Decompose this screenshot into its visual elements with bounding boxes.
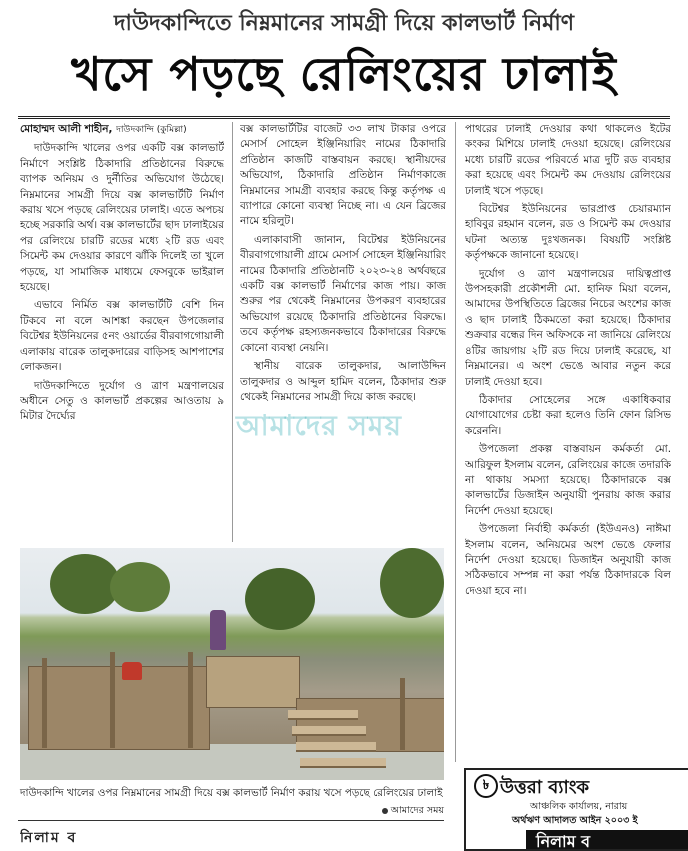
article-column-2	[240, 122, 446, 542]
post	[110, 652, 115, 748]
tree-shape	[245, 568, 315, 630]
stair-step	[292, 726, 366, 736]
byline-location: দাউদকান্দি (কুমিল্লা)	[116, 125, 187, 135]
person-figure	[210, 610, 226, 650]
photo-credit	[350, 804, 444, 819]
bank-logo-icon: ৳	[474, 774, 498, 798]
paragraph: ঠিকাদার সোহেলের সঙ্গে একাধিকবার যোগাযোগের চেষ্টা করা হলেও তিনি ফোন রিসিভ করেননি।	[465, 393, 671, 437]
post	[400, 678, 405, 750]
culvert-deck	[206, 656, 300, 708]
paragraph: বক্স কালভার্টটির বাজেট ৩৩ লাখ টাকার ওপরে মেসার্স সোহেল ইঞ্জিনিয়ারিং নামের ঠিকাদারি প্রতিষ্ঠান কাজটি বাস্তবায়ন করছে। স্থানীয়দের অভিযোগ, ঠিকাদারি প্রতিষ্ঠান নির্মাণকাজে নিম্নমানের সামগ্রী ব্যবহার করছে কিন্তু কর্তৃপক্ষ এ ব্যাপারে কোনো ব্যবস্থা নিচ্ছে না। এ যেন ব্রিজের নামে হরিলুট।	[240, 123, 446, 228]
formwork-left	[28, 666, 210, 750]
bullet-icon	[382, 808, 388, 814]
byline-author: মোহাম্মদ আলী শাহীন,	[20, 123, 113, 135]
column-divider	[232, 122, 233, 542]
article-column-3	[465, 122, 671, 762]
headline-kicker: দাউদকান্দিতে নিম্নমানের সামগ্রী দিয়ে কালভার্ট নির্মাণ	[113, 11, 575, 36]
paragraph: দুর্যোগ ও ত্রাণ মন্ত্রণালয়ের দায়িত্বপ্রাপ্ত উপসহকারী প্রকৌশলী মো. হানিফ মিয়া বলেন, আমাদের উপস্থিতিতে ব্রিজের নিচের অংশের কাজ ও ছাদ ঢালাই ঠিকমতো করা হয়েছে। ঠিকাদার শুক্রবার বন্ধের দিন অফিসকে না জানিয়ে রেলিংয়ে ৪টির জায়গায় ২টি রড দিয়ে ঢালাই করেছে, যা নিম্নমানের। এ অংশ ভেঙে আবার নতুন করে ঢালাই দেওয়া হবে।	[465, 267, 671, 388]
article-column-1	[20, 122, 224, 542]
bottom-rule	[18, 820, 444, 821]
paragraph: স্থানীয় বারেক তালুকদার, আলাউদ্দিন তালুকদার ও আব্দুল হামিদ বলেন, ঠিকাদার শুরু থেকেই নিম্নমানের সামগ্রী দিয়ে কাজ করছে।	[240, 360, 446, 403]
site-watermark: আমাদের সময়	[236, 409, 402, 442]
paragraph: এভাবে নির্মিত বক্স কালভার্টটি বেশি দিন টিকবে না বলে আশঙ্কা করছেন উপজেলার বিটেশ্বর ইউনিয়নের ৫নং ওয়ার্ডের বীরবাগগোয়ালী এলাকায় বারেক তালুকদারের বাড়িসহ আশপাশের লোকজন।	[20, 299, 224, 374]
tree-shape	[380, 548, 444, 618]
post	[188, 652, 193, 748]
ad-subtitle: আঞ্চলিক কার্যালয়, নারায়	[530, 801, 628, 812]
post	[42, 658, 47, 748]
paragraph: উপজেলা প্রকল্প বাস্তবায়ন কর্মকর্তা মো. আরিফুল ইসলাম বলেন, রেলিংয়ের কাজে তদারকি না থাকায় সমস্যা হয়েছে। ঠিকাদারকে বক্স কালভার্টের ডিজাইন অনুযায়ী পুনরায় কাজ করার নির্দেশ দেওয়া হয়েছে।	[465, 443, 671, 517]
stair-step	[296, 742, 376, 752]
next-story-strip: নিলাম ব	[20, 830, 78, 846]
ad-line-2: অর্থঋণ আদালত আইন ২০০৩ ই	[512, 815, 638, 826]
photo-credit-text: আমাদের সময়	[390, 805, 444, 816]
photo-caption: দাউদকান্দি খালের ওপর নিম্নমানের সামগ্রী দিয়ে বক্স কালভার্ট নির্মাণ করায় খসে পড়ছে রেলিংয়ের ঢালাই	[20, 787, 443, 799]
column-divider	[455, 122, 456, 762]
stair-step	[288, 710, 358, 720]
stair-step	[300, 758, 386, 768]
paragraph: বিটেশ্বর ইউনিয়নের ভারপ্রাপ্ত চেয়ারম্যান হাবিবুর রহমান বলেন, রড ও সিমেন্ট কম দেওয়ার ঘটনা অত্যন্ত দুঃখজনক। বিষয়টি সংশ্লিষ্ট কর্তৃপক্ষকে জানানো হয়েছে।	[465, 203, 671, 262]
paragraph: দাউদকান্দিতে দুর্যোগ ও ত্রাণ মন্ত্রণালয়ের অধীনে সেতু ও কালভার্ট প্রকল্পের আওতায় ৯ মিটার দৈর্ঘ্যের	[20, 379, 224, 423]
bank-advertisement	[464, 768, 688, 851]
header-rule	[18, 116, 670, 119]
paragraph: পাথরের ঢালাই দেওয়ার কথা থাকলেও ইটের কংকর মিশিয়ে ঢালাই দেওয়া হয়েছে। রেলিংয়ের মধ্যে চারটি রডের পরিবর্তে মাত্র দুটি রড ব্যবহার করা হয়েছে এবং সিমেন্ট কম দেওয়ায় রেলিংয়ের ঢালাই খসে পড়ছে।	[465, 123, 671, 197]
red-container	[122, 662, 142, 680]
ad-band: নিলাম ব	[526, 830, 688, 851]
byline	[20, 122, 224, 138]
tree-shape	[110, 562, 170, 612]
ad-title: উত্তরা ব্যাংক	[500, 777, 590, 798]
paragraph: উপজেলা নির্বাহী কর্মকর্তা (ইউএনও) নাঈমা ইসলাম বলেন, অনিয়মের অংশ ভেঙে ফেলার নির্দেশ দেওয়া হয়েছে। ডিজাইন অনুযায়ী কাজ সঠিকভাবে সম্পন্ন না করা পর্যন্ত ঠিকাদারকে বিল দেওয়া হবে না।	[465, 523, 671, 597]
paragraph: দাউদকান্দি খালের ওপর একটি বক্স কালভার্ট নির্মাণে সংশ্লিষ্ট ঠিকাদারি প্রতিষ্ঠানের বিরুদ্ধে ব্যাপক অনিয়ম ও দুর্নীতির অভিযোগ উঠেছে। নিম্নমানের সামগ্রী দিয়ে বক্স কালভার্টটি নির্মাণ করায় খসে পড়ছে রেলিংয়ের ঢালাই। এতে অপচয় হচ্ছে সরকারি অর্থ। বক্স কালভার্টের ছাদ ঢালাইয়ের পর রেলিংয়ে চারটি রডের মধ্যে ২টি রড এবং সিমেন্ট কম দেওয়ার কারণে ঝাঁকি দিলেই তা খুলে পড়ছে, যা সামাজিক মাধ্যমে ফেসবুকে ভাইরাল হয়েছে।	[20, 142, 224, 294]
paragraph: এলাকাবাসী জানান, বিটেশ্বর ইউনিয়নের বীরবাগগোয়ালী গ্রামে মেসার্স সোহেল ইঞ্জিনিয়ারিং নামের ঠিকাদারি প্রতিষ্ঠানটি ২০২৩-২৪ অর্থবছরে একটি বক্স কালভার্ট নির্মাণের কাজ পায়। কাজ শুরুর পর থেকেই নিম্নমানের উপকরণ ব্যবহারের অভিযোগ রয়েছে ঠিকাদারি প্রতিষ্ঠানের বিরুদ্ধে। তবে কর্তৃপক্ষ রহস্যজনকভাবে ঠিকাদারের বিরুদ্ধে কোনো ব্যবস্থা নেয়নি।	[240, 233, 446, 354]
news-photo	[20, 548, 444, 780]
headline: খসে পড়ছে রেলিংয়ের ঢালাই	[71, 47, 617, 101]
